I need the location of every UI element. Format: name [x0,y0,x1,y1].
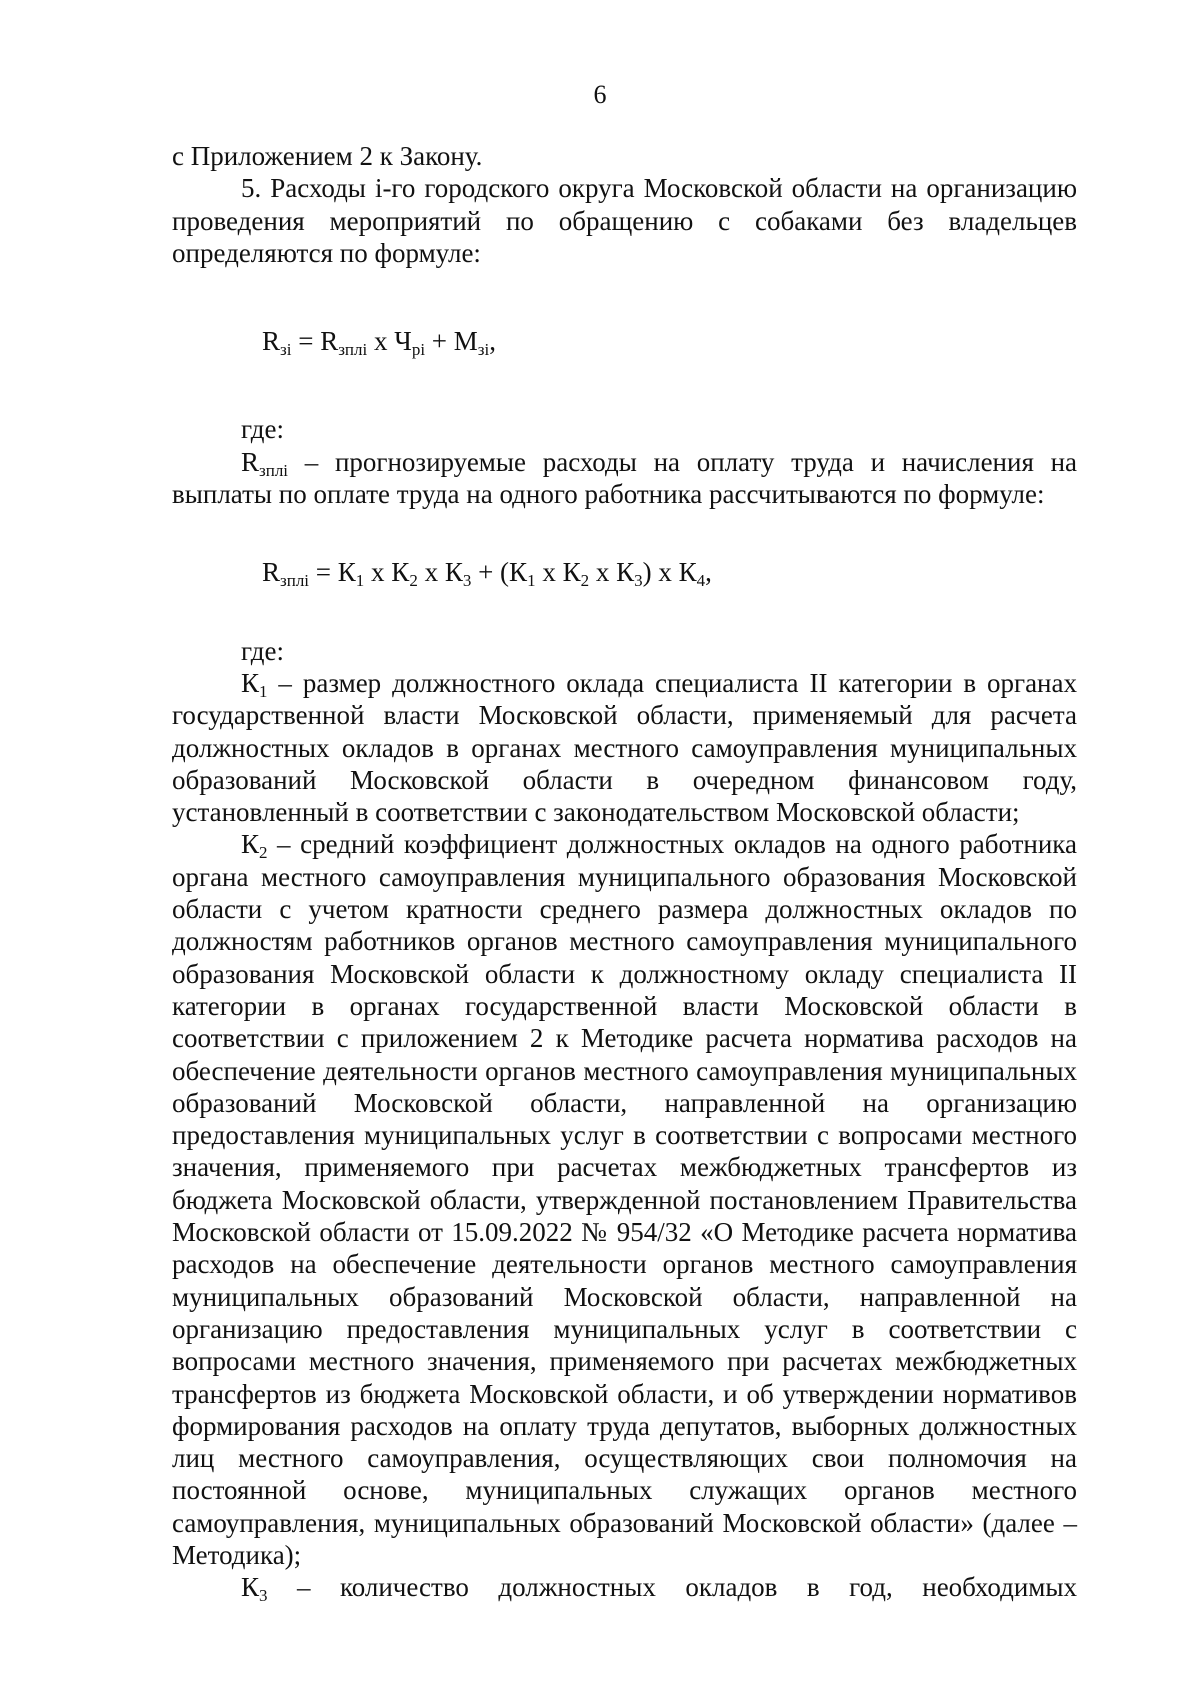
where-label-1: где: [241,414,284,445]
formula-salary: $R_{зплi} = К_1$ х $К_2$ х $К_3 + (К_1$ х $К_2$ х $К_3$) х $К_4$, [262,557,712,591]
page-number: 6 [593,80,607,109]
definition-k3: $К_3$ – количество должностных окладов в год, необходимых [241,1572,1077,1606]
definition-k1: $К_1$ – размер должностного оклада специалиста II категории в органах государственной власти Московской области, применяемый для расчета должностных окладов в органах местного самоуправления муниципальных образований Московской области в очередном финансовом году, установленный в соответствии с законодательством Московской области; [172,667,1077,828]
document-body [172,140,1077,1604]
definition-k2: $К_2$ – средний коэффициент должностных окладов на одного работника органа местного самоуправления муниципального образования Московской области с учетом кратности среднего размера должностных окладов по должностям работников органов местного самоуправления муниципального образования Московской области к должностному окладу специалиста II категории в органах государственной власти Московской области в соответствии с приложением 2 к Методике расчета норматива расходов на обеспечение деятельности органов местного самоуправления муниципальных образований Московской области, направленной на организацию предоставления муниципальных услуг в соответствии с вопросами местного значения, применяемого при расчетах межбюджетных трансфертов из бюджета Московской области, утвержденной постановлением Правительства Московской области от 15.09.2022 № 954/32 «О Методике расчета норматива расходов на обеспечение деятельности органов местного самоуправления муниципальных образований Московской области, направленной на организацию предоставления муниципальных услуг в соответствии с вопросами местного значения, применяемого при расчетах межбюджетных трансфертов из бюджета Московской области, и об утверждении нормативов формирования расходов на оплату труда депутатов, выборных должностных лиц местного самоуправления, осуществляющих свои полномочия на постоянной основе, муниципальных служащих органов местного самоуправления, муниципальных образований Московской области» (далее – Методика); [172,829,1077,1570]
definition-rzpl: $R_{зплi}$ – прогнозируемые расходы на оплату труда и начисления на выплаты по оплате труда на одного работника рассчитываются по формуле: [172,446,1077,510]
where-label-2: где: [241,635,284,666]
continuation-line: с Приложением 2 к Закону. [172,141,483,171]
paragraph-item-5: 5. Расходы i-го городского округа Московской области на организацию проведения мероприятий по обращению с собаками без владельцев определяются по формуле: [172,173,1077,268]
formula-expenses: $R_{зi} = R_{зплi}$ х $Ч_{рi} + М_{зi}$, [262,326,496,360]
